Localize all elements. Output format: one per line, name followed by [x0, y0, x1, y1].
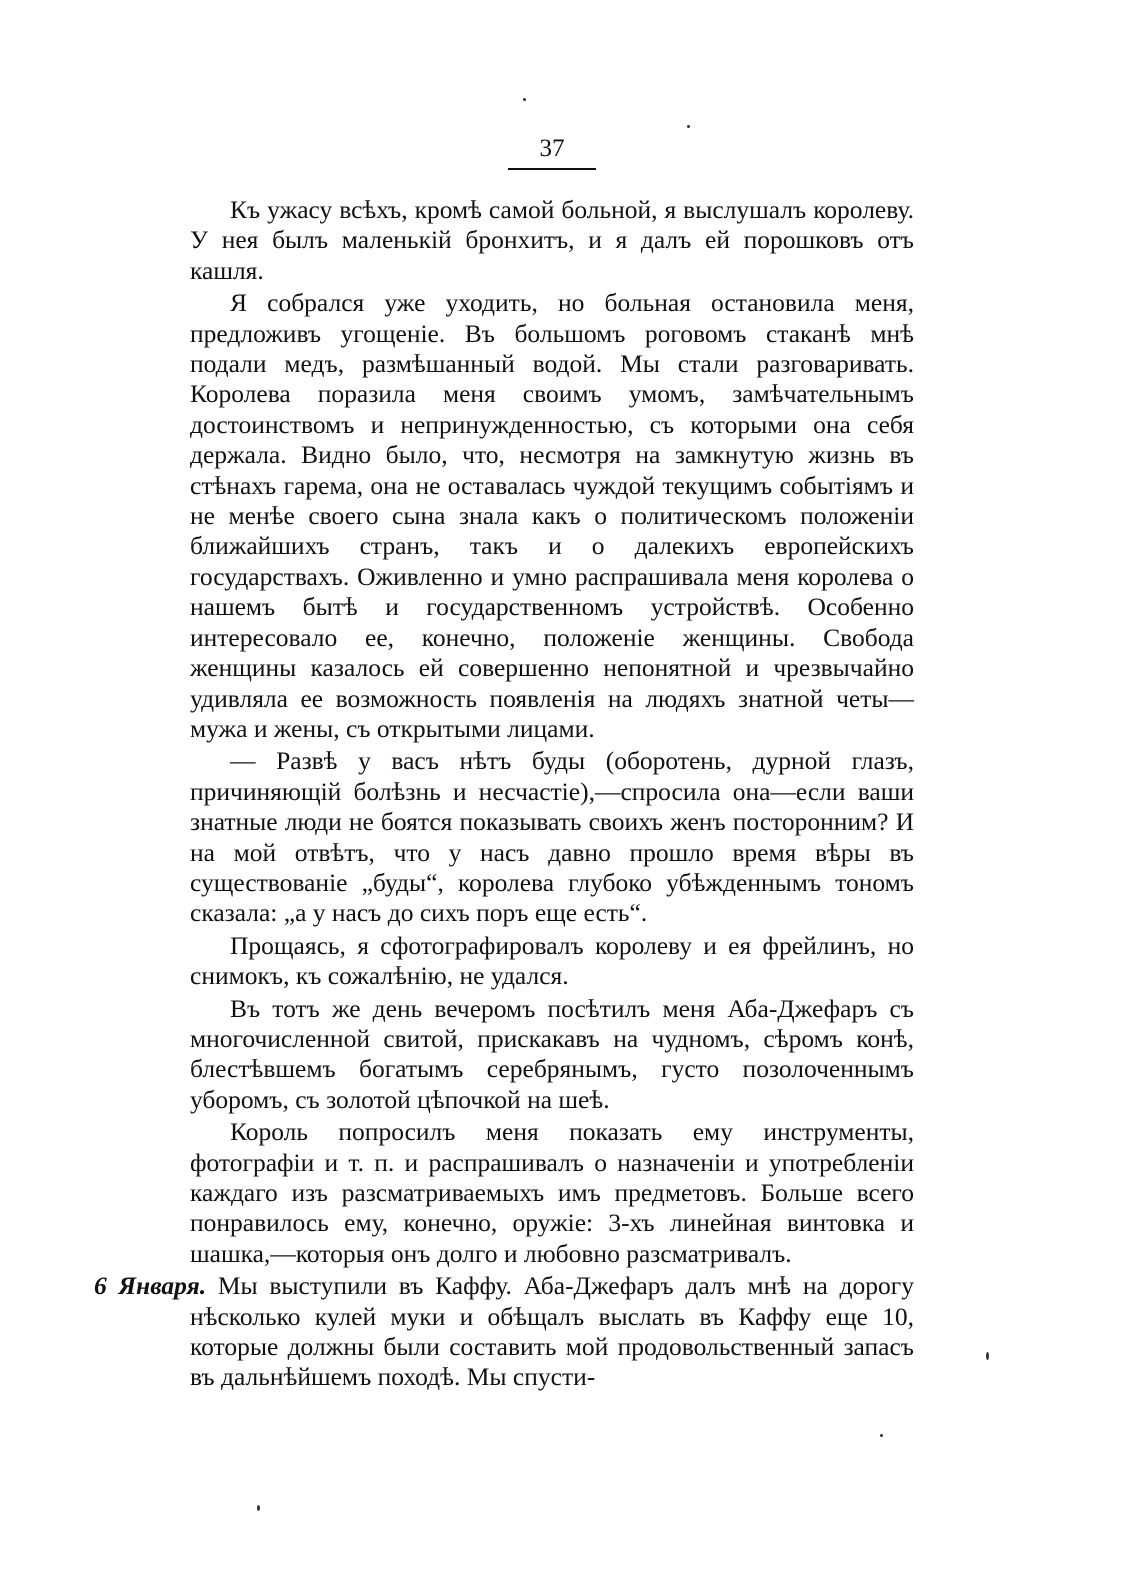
dated-paragraph — [94, 1271, 914, 1393]
scan-speck — [523, 98, 526, 101]
scan-speck — [880, 1434, 883, 1437]
paragraph: Въ тотъ же день вечеромъ посѣтилъ меня Аба-Джефаръ съ многочисленной свитой, прискакавъ на чудномъ, сѣромъ конѣ, блестѣвшемъ богатымъ серебрянымъ, густо позолоченнымъ уборомъ, съ золотой цѣпочкой на шеѣ. — [190, 993, 914, 1114]
paragraph: Къ ужасу всѣхъ, кромѣ самой больной, я выслушалъ королеву. У нея былъ маленькій бронхитъ, и я далъ ей порошковъ отъ кашля. — [190, 195, 914, 285]
page-number: 37 — [508, 132, 596, 170]
paragraph: Прощаясь, я сфотографировалъ королеву и ея фрейлинъ, но снимокъ, къ сожалѣнію, не удался. — [190, 930, 914, 991]
paragraph: — Развѣ у васъ нѣтъ буды (оборотень, дурной глазъ, причиняющій болѣзнь и несчастіе),—спросила она—если ваши знатные люди не боятся показывать своихъ женъ посторонним? И на мой отвѣтъ, что у насъ давно прошло время вѣры въ существованіе „буды“, королева глубоко убѣжденнымъ тономъ сказала: „а у насъ до сихъ поръ еще есть“. — [190, 746, 914, 928]
paragraph: Я собрался уже уходить, но больная остановила меня, предложивъ угощеніе. Въ большомъ роговомъ стаканѣ мнѣ подали медъ, размѣшанный водой. Мы стали разговаривать. Королева поразила меня своимъ умомъ, замѣчательнымъ достоинствомъ и непринужденностью, съ которыми она себя держала. Видно было, что, несмотря на замкнутую жизнь въ стѣнахъ гарема, она не оставалась чуждой текущимъ событіямъ и не менѣе своего сына знала какъ о политическомъ положеніи ближайшихъ странъ, такъ и о далекихъ европейскихъ государствахъ. Оживленно и умно распрашивала меня королева о нашемъ бытѣ и государственномъ устройствѣ. Особенно интересовало ее, конечно, положеніе женщины. Свобода женщины казалось ей совершенно непонятной и чрезвычайно удивляла ее возможность появленія на людяхъ знатной четы—мужа и жены, съ открытыми лицами. — [190, 288, 914, 743]
scan-speck — [986, 1352, 989, 1360]
scan-speck — [687, 125, 690, 128]
body-text — [94, 195, 914, 1395]
paragraph: Король попросилъ меня показать ему инструменты, фотографіи и т. п. и распрашивалъ о назначеніи и употребленіи каждаго изъ разсматриваемыхъ имъ предметовъ. Больше всего понравилось ему, конечно, оружіе: 3-хъ линейная винтовка и шашка,—которыя онъ долго и любовно разсматривалъ. — [190, 1117, 914, 1268]
dated-paragraph-text: Мы выступили въ Каффу. Аба-Джефаръ далъ мнѣ на дорогу нѣсколько кулей муки и обѣщалъ выслать въ Каффу еще 10, которые должны были составить мой продовольственный запасъ въ дальнѣйшемъ походѣ. Мы спусти- — [190, 1271, 914, 1392]
date-label: 6 Января. — [94, 1271, 207, 1301]
scan-speck — [257, 1505, 260, 1511]
